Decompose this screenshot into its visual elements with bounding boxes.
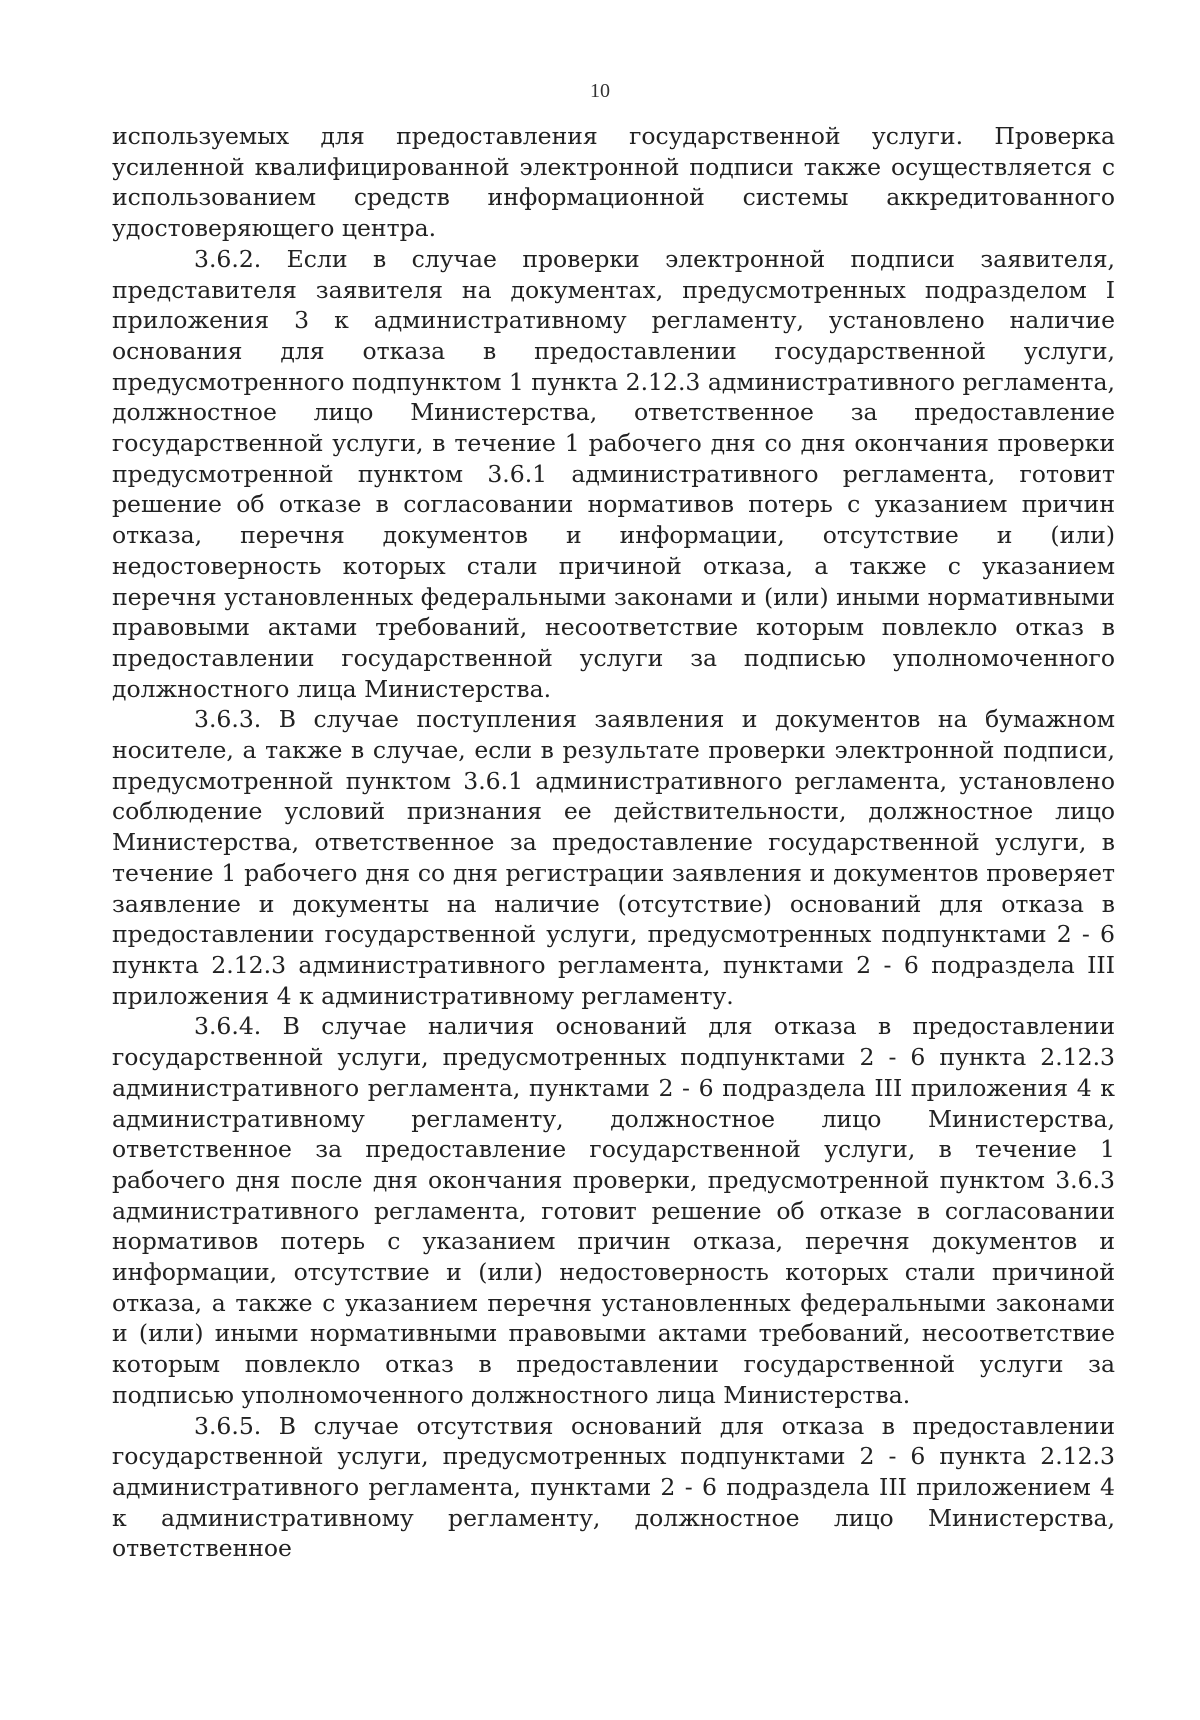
paragraph-continuation: используемых для предоставления государственной услуги. Проверка усиленной квалифицированной электронной подписи также осуществляется с использованием средств информационной системы аккредитованного удостоверяющего центра.	[112, 122, 1115, 243]
page-number: 10	[590, 80, 610, 102]
paragraph-3-6-3: 3.6.3. В случае поступления заявления и документов на бумажном носителе, а также в случае, если в результате проверки электронной подписи, предусмотренной пунктом 3.6.1 административного регламента, установлено соблюдение условий признания ее действительности, должностное лицо Министерства, ответственное за предоставление государственной услуги, в течение 1 рабочего дня со дня регистрации заявления и документов проверяет заявление и документы на наличие (отсутствие) оснований для отказа в предоставлении государственной услуги, предусмотренных подпунктами 2 - 6 пункта 2.12.3 административного регламента, пунктами 2 - 6 подраздела III приложения 4 к административному регламенту.	[112, 705, 1115, 1010]
paragraph-3-6-4: 3.6.4. В случае наличия оснований для отказа в предоставлении государственной услуги, предусмотренных подпунктами 2 - 6 пункта 2.12.3 административного регламента, пунктами 2 - 6 подраздела III приложения 4 к административному регламенту, должностное лицо Министерства, ответственное за предоставление государственной услуги, в течение 1 рабочего дня после дня окончания проверки, предусмотренной пунктом 3.6.3 административного регламента, готовит решение об отказе в согласовании нормативов потерь с указанием причин отказа, перечня документов и информации, отсутствие и (или) недостоверность которых стали причиной отказа, а также с указанием перечня установленных федеральными законами и (или) иными нормативными правовыми актами требований, несоответствие которым повлекло отказ в предоставлении государственной услуги за подписью уполномоченного должностного лица Министерства.	[112, 1012, 1115, 1409]
paragraph-3-6-2: 3.6.2. Если в случае проверки электронной подписи заявителя, представителя заявителя на документах, предусмотренных подразделом I приложения 3 к административному регламенту, установлено наличие основания для отказа в предоставлении государственной услуги, предусмотренного подпунктом 1 пункта 2.12.3 административного регламента, должностное лицо Министерства, ответственное за предоставление государственной услуги, в течение 1 рабочего дня со дня окончания проверки предусмотренной пунктом 3.6.1 административного регламента, готовит решение об отказе в согласовании нормативов потерь с указанием причин отказа, перечня документов и информации, отсутствие и (или) недостоверность которых стали причиной отказа, а также с указанием перечня установленных федеральными законами и (или) иными нормативными правовыми актами требований, несоответствие которым повлекло отказ в предоставлении государственной услуги за подписью уполномоченного должностного лица Министерства.	[112, 244, 1115, 703]
document-body	[112, 121, 1115, 1564]
paragraph-3-6-5: 3.6.5. В случае отсутствия оснований для отказа в предоставлении государственной услуги, предусмотренных подпунктами 2 - 6 пункта 2.12.3 административного регламента, пунктами 2 - 6 подраздела III приложением 4 к административному регламенту, должностное лицо Министерства, ответственное	[112, 1411, 1115, 1563]
